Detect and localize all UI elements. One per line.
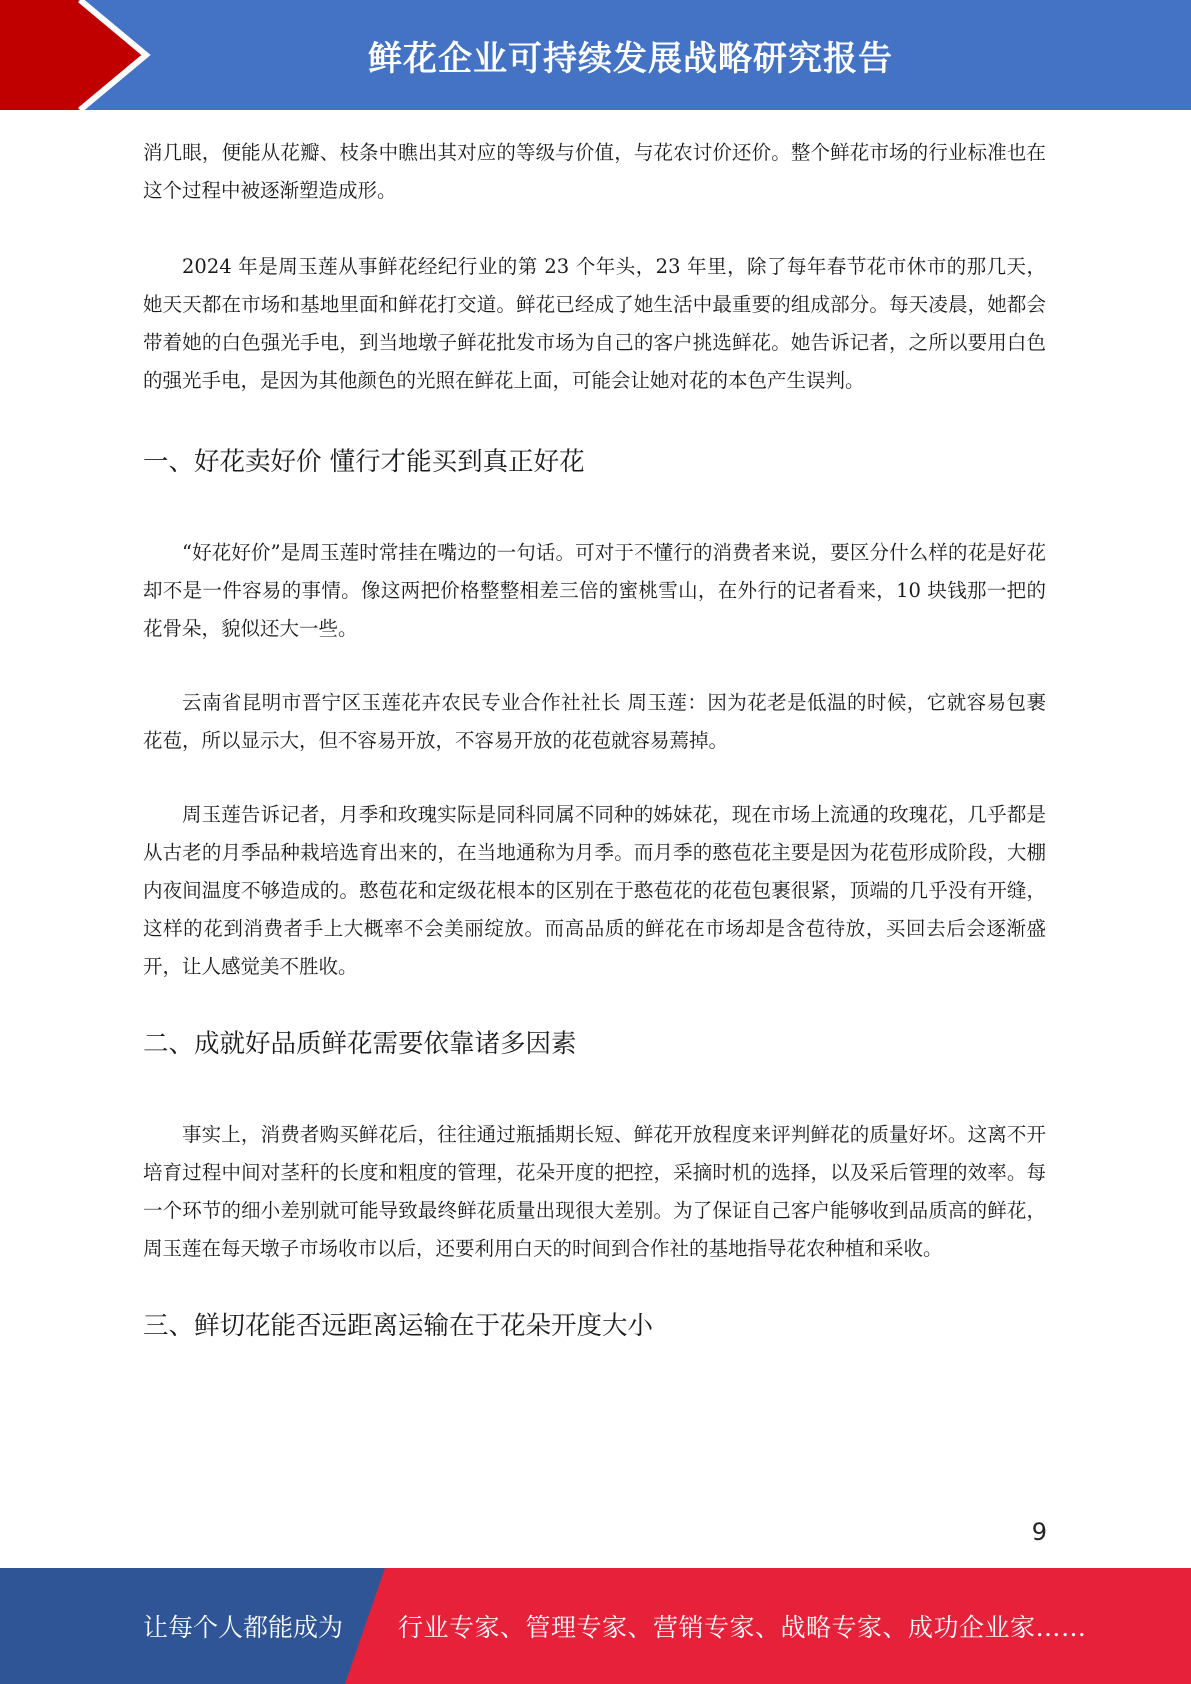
paragraph-quote: 云南省昆明市晋宁区玉莲花卉农民专业合作社社长 周玉莲：因为花老是低温的时候，它就容易包裹花苞，所以显示大，但不容易开放，不容易开放的花苞就容易蔫掉。 bbox=[143, 691, 1046, 752]
header-arrow-decoration bbox=[0, 0, 160, 110]
paragraph-good-flower-price: “好花好价”是周玉莲时常挂在嘴边的一句话。可对于不懂行的消费者来说，要区分什么样的花是好花却不是一件容易的事情。像这两把价格整整相差三倍的蜜桃雪山，在外行的记者看来，10 块钱那一把的花骨朵，貌似还大一些。 bbox=[143, 541, 1046, 640]
paragraph-intro: 2024 年是周玉莲从事鲜花经纪行业的第 23 个年头，23 年里，除了每年春节花市休市的那几天，她天天都在市场和基地里面和鲜花打交道。鲜花已经成了她生活中最重要的组成部分。每天凌晨，她都会带着她的白色强光手电，到当地墩子鲜花批发市场为自己的客户挑选鲜花。她告诉记者，之所以要用白色的强光手电，是因为其他颜色的光照在鲜花上面，可能会让她对花的本色产生误判。 bbox=[143, 255, 1046, 392]
report-body bbox=[143, 134, 1046, 1346]
section-heading-3: 三、鲜切花能否远距离运输在于花朵开度大小 bbox=[143, 1311, 654, 1341]
paragraph-rose-varieties: 周玉莲告诉记者，月季和玫瑰实际是同科同属不同种的姊妹花，现在市场上流通的玫瑰花，几乎都是从古老的月季品种栽培选育出来的，在当地通称为月季。而月季的憨苞花主要是因为花苞形成阶段，大棚内夜间温度不够造成的。憨苞花和定级花根本的区别在于憨苞花的花苞包裹很紧，顶端的几乎没有开缝，这样的花到消费者手上大概率不会美丽绽放。而高品质的鲜花在市场却是含苞待放，买回去后会逐渐盛开，让人感觉美不胜收。 bbox=[143, 803, 1046, 978]
paragraph-continuation: 消几眼，便能从花瓣、枝条中瞧出其对应的等级与价值，与花农讨价还价。整个鲜花市场的行业标准也在这个过程中被逐渐塑造成形。 bbox=[143, 141, 1046, 202]
footer-slogan-right: 行业专家、管理专家、营销专家、战略专家、成功企业家…… bbox=[398, 1613, 1087, 1642]
report-title: 鲜花企业可持续发展战略研究报告 bbox=[368, 38, 893, 79]
section-heading-1: 一、好花卖好价 懂行才能买到真正好花 bbox=[143, 447, 585, 477]
section-heading-2: 二、成就好品质鲜花需要依靠诸多因素 bbox=[143, 1029, 577, 1059]
footer-slogan-left: 让每个人都能成为 bbox=[143, 1613, 344, 1642]
paragraph-quality-factors: 事实上，消费者购买鲜花后，往往通过瓶插期长短、鲜花开放程度来评判鲜花的质量好坏。这离不开培育过程中间对茎秆的长度和粗度的管理，花朵开度的把控，采摘时机的选择，以及采后管理的效率。每一个环节的细小差别就可能导致最终鲜花质量出现很大差别。为了保证自己客户能够收到品质高的鲜花，周玉莲在每天墩子市场收市以后，还要利用白天的时间到合作社的基地指导花农种植和采收。 bbox=[143, 1123, 1046, 1260]
header-red-chevron bbox=[0, 0, 142, 110]
page-footer bbox=[0, 1568, 1191, 1684]
page-header bbox=[0, 0, 1191, 110]
page-number: 9 bbox=[1031, 1518, 1047, 1546]
